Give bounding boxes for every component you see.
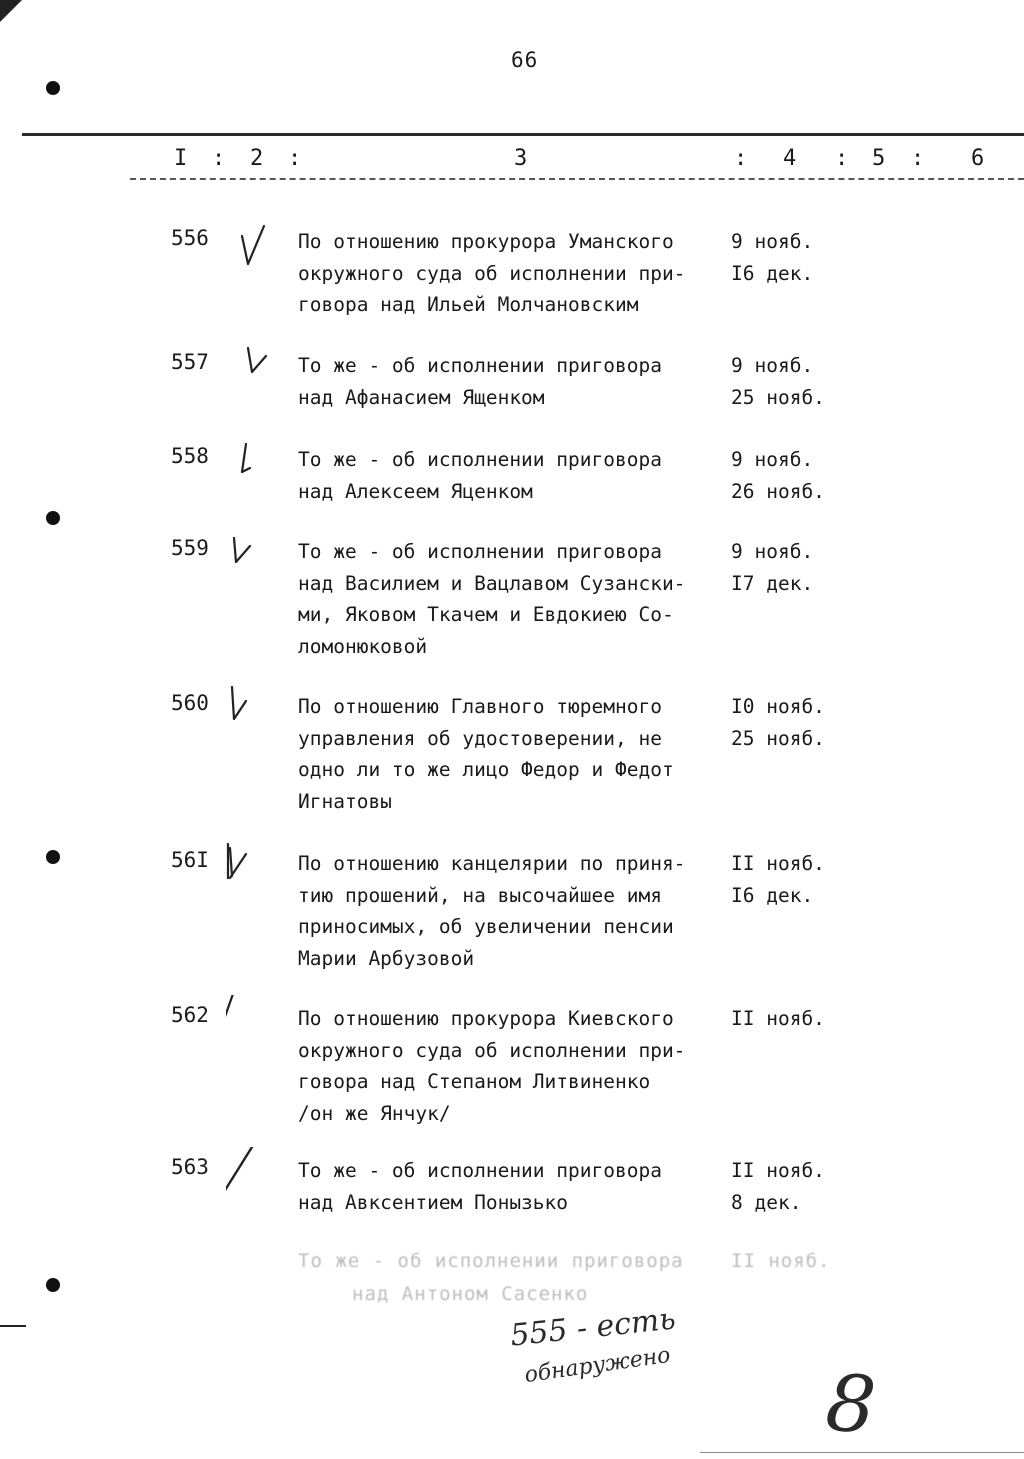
column-header-4: 4 [783,146,797,171]
page-number: 66 [511,48,539,72]
end-date: I6 дек. [731,261,814,285]
entry-description [298,1003,728,1129]
column-header-1: I [174,146,188,171]
column-separator: : [911,146,925,171]
check-mark-icon [226,1147,272,1203]
entry-description [298,226,728,321]
entry-dates [731,1155,825,1218]
check-mark-icon [226,218,272,274]
punch-hole-icon [46,81,60,95]
entry-number: 563 [171,1155,209,1179]
description-line: По отношению прокурора Киевского [298,1007,674,1030]
margin-mark [0,1325,26,1327]
entry-dates [731,691,825,754]
start-date: I0 нояб. [731,695,825,718]
entry-dates [731,1003,825,1035]
start-date: II нояб. [731,1007,825,1030]
column-header-5: 5 [872,146,886,171]
description-line: По отношению канцелярии по приня- [298,852,686,875]
description-line: /он же Янчук/ [298,1101,451,1125]
start-date: II нояб. [731,1159,825,1182]
faded-entry-date: II нояб. [731,1250,831,1272]
entry-dates [731,536,813,599]
description-line: По отношению прокурора Уманского [298,230,674,253]
punch-hole-icon [46,511,60,525]
start-date: 9 нояб. [731,540,814,563]
check-mark-icon [226,528,272,584]
scan-corner-mark [0,0,22,22]
end-date: 25 нояб. [731,385,825,409]
check-mark-icon [226,840,272,896]
entry-description [298,1155,728,1218]
start-date: 9 нояб. [731,448,814,471]
start-date: 9 нояб. [731,230,814,253]
end-date: 8 дек. [731,1190,802,1214]
column-separator: : [734,146,748,171]
description-line: над Афанасием Ященком [298,385,545,409]
description-line: ми, Яковом Ткачем и Евдокиею Со- [298,603,674,626]
header-bottom-rule [130,178,1024,180]
entry-number: 56I [171,848,209,872]
description-line: По отношению Главного тюремного [298,695,662,718]
entry-number: 559 [171,536,209,560]
description-line: тию прошений, на высочайшее имя [298,883,662,907]
header-top-rule [22,133,1024,136]
description-line: ломонюковой [298,634,428,658]
check-mark-icon [226,436,272,492]
entry-description [298,350,728,413]
check-mark-icon [226,683,272,739]
description-line: окружного суда об исполнении при- [298,1038,686,1062]
entry-dates [731,226,813,289]
punch-hole-icon [46,1278,60,1292]
description-line: То же - об исполнении приговора [298,448,662,471]
description-line: над Василием и Вацлавом Сузански- [298,571,686,595]
entry-number: 562 [171,1003,209,1027]
description-line: над Авксентием Понызько [298,1190,569,1214]
column-separator: : [288,146,302,171]
handwritten-sheet-number: 8 [822,1358,879,1452]
description-line: Марии Арбузовой [298,946,475,970]
handwritten-note: 555 - есть [508,1301,678,1354]
description-line: управления об удостоверении, не [298,726,662,750]
start-date: 9 нояб. [731,354,814,377]
entry-description [298,691,728,817]
description-line: То же - об исполнении приговора [298,540,662,563]
entry-dates [731,444,825,507]
description-line: над Алексеем Яценком [298,479,533,503]
check-mark-icon [226,995,272,1051]
entry-dates [731,848,825,911]
description-line: Игнатовы [298,789,392,813]
entry-number: 560 [171,691,209,715]
description-line: говора над Степаном Литвиненко [298,1070,651,1093]
column-header-2: 2 [250,146,264,171]
faded-entry-line: над Антоном Сасенко [352,1283,589,1305]
check-mark-icon [226,342,272,398]
column-separator: : [835,146,849,171]
entry-number: 558 [171,444,209,468]
column-header-6: 6 [971,146,985,171]
entry-description [298,536,728,662]
entry-dates [731,350,825,413]
end-date: I6 дек. [731,883,814,907]
description-line: окружного суда об исполнении при- [298,261,686,285]
entry-number: 556 [171,226,209,250]
end-date: I7 дек. [731,571,814,595]
description-line: То же - об исполнении приговора [298,1159,662,1182]
description-line: приносимых, об увеличении пенсии [298,915,674,938]
bottom-edge-line [700,1452,1024,1453]
description-line: говора над Ильей Молчановским [298,293,639,316]
punch-hole-icon [46,850,60,864]
handwritten-note: обнаружено [522,1342,672,1389]
column-separator: : [212,146,226,171]
entry-description [298,444,728,507]
end-date: 25 нояб. [731,726,825,750]
start-date: II нояб. [731,852,825,875]
description-line: То же - об исполнении приговора [298,354,662,377]
end-date: 26 нояб. [731,479,825,503]
entry-description [298,848,728,974]
description-line: одно ли то же лицо Федор и Федот [298,758,674,781]
column-header-3: 3 [514,146,528,171]
entry-number: 557 [171,350,209,374]
faded-entry-line: То же - об исполнении приговора [298,1250,684,1272]
